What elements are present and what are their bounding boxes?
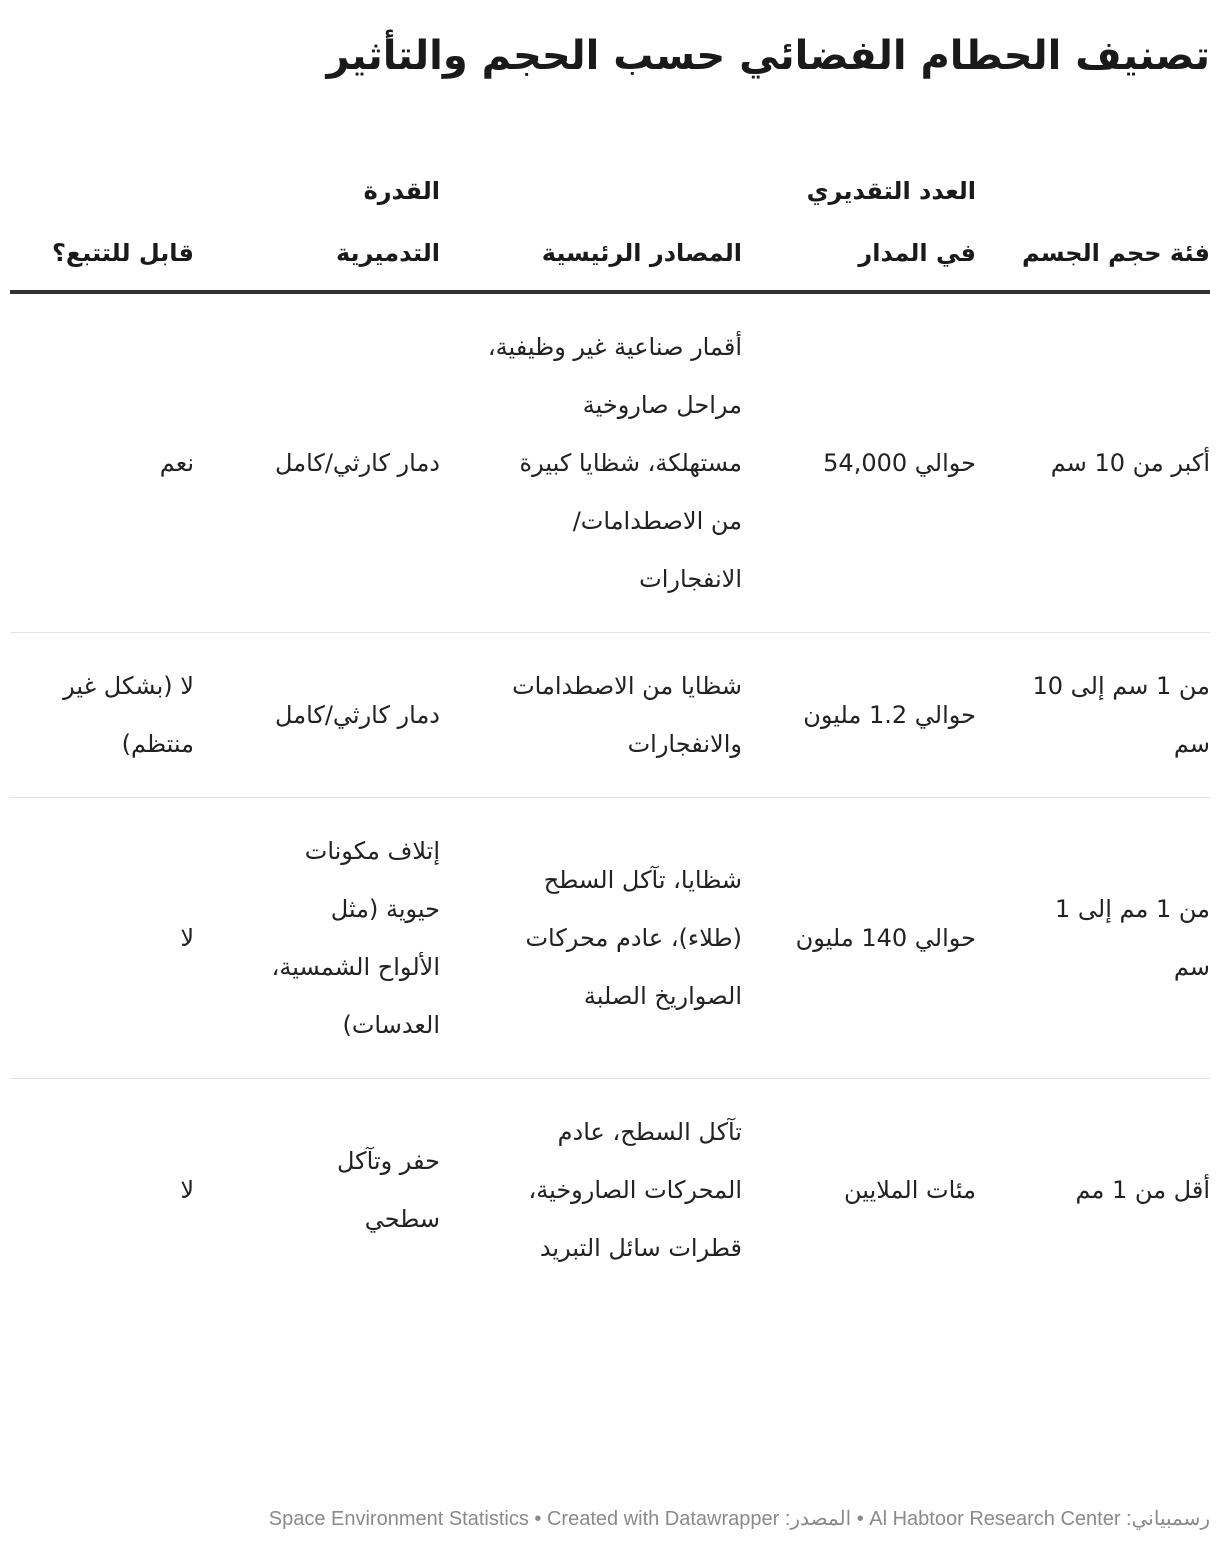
header-count[interactable]: العدد التقديري في المدار bbox=[742, 158, 976, 292]
table-header-row bbox=[10, 158, 1210, 292]
cell-count: حوالي 54,000 bbox=[742, 292, 976, 633]
table-row bbox=[10, 633, 1210, 798]
cell-count: حوالي 1.2 مليون bbox=[742, 633, 976, 798]
cell-sources: شظايا من الاصطدامات والانفجارات bbox=[440, 633, 742, 798]
cell-trackable: لا bbox=[180, 1176, 194, 1204]
cell-sources: شظايا، تآكل السطح (طلاء)، عادم محركات الصواريخ الصلبة bbox=[440, 798, 742, 1079]
cell-damage: دمار كارثي/كامل bbox=[194, 633, 440, 798]
cell-trackable: نعم bbox=[10, 292, 194, 633]
chart-title: تصنيف الحطام الفضائي حسب الحجم والتأثير bbox=[326, 33, 1210, 79]
cell-count: حوالي 140 مليون bbox=[742, 798, 976, 1079]
header-trackable[interactable]: قابل للتتبع؟ bbox=[10, 158, 194, 292]
table-row bbox=[10, 292, 1210, 633]
cell-sources: تآكل السطح، عادم المحركات الصاروخية، قطرات سائل التبريد bbox=[528, 1118, 742, 1262]
header-sources[interactable]: المصادر الرئيسية bbox=[440, 158, 742, 292]
cell-size: أكبر من 10 سم bbox=[976, 292, 1210, 633]
header-size[interactable]: فئة حجم الجسم bbox=[976, 158, 1210, 292]
cell-size: من 1 مم إلى 1 سم bbox=[976, 798, 1210, 1079]
table-row bbox=[10, 1079, 1210, 1302]
cell-damage: حفر وتآكل سطحي bbox=[336, 1147, 440, 1233]
table-row bbox=[10, 798, 1210, 1079]
cell-size: أقل من 1 مم bbox=[1075, 1176, 1210, 1204]
cell-damage: دمار كارثي/كامل bbox=[194, 292, 440, 633]
source-footer: رسمبياني: Al Habtoor Research Center • المصدر: Space Environment Statistics • Created with Datawrapper bbox=[268, 1508, 1210, 1530]
header-damage[interactable]: القدرة التدميرية bbox=[194, 158, 440, 292]
debris-table bbox=[10, 158, 1210, 1301]
cell-trackable: لا bbox=[10, 798, 194, 1079]
cell-sources: أقمار صناعية غير وظيفية، مراحل صاروخية مستهلكة، شظايا كبيرة من الاصطدامات/ الانفجارات bbox=[440, 292, 742, 633]
cell-trackable: لا (بشكل غير منتظم) bbox=[10, 633, 194, 798]
cell-damage: إتلاف مكونات حيوية (مثل الألواح الشمسية، العدسات) bbox=[194, 798, 440, 1079]
cell-count: مئات الملايين bbox=[844, 1176, 976, 1204]
cell-size: من 1 سم إلى 10 سم bbox=[976, 633, 1210, 798]
